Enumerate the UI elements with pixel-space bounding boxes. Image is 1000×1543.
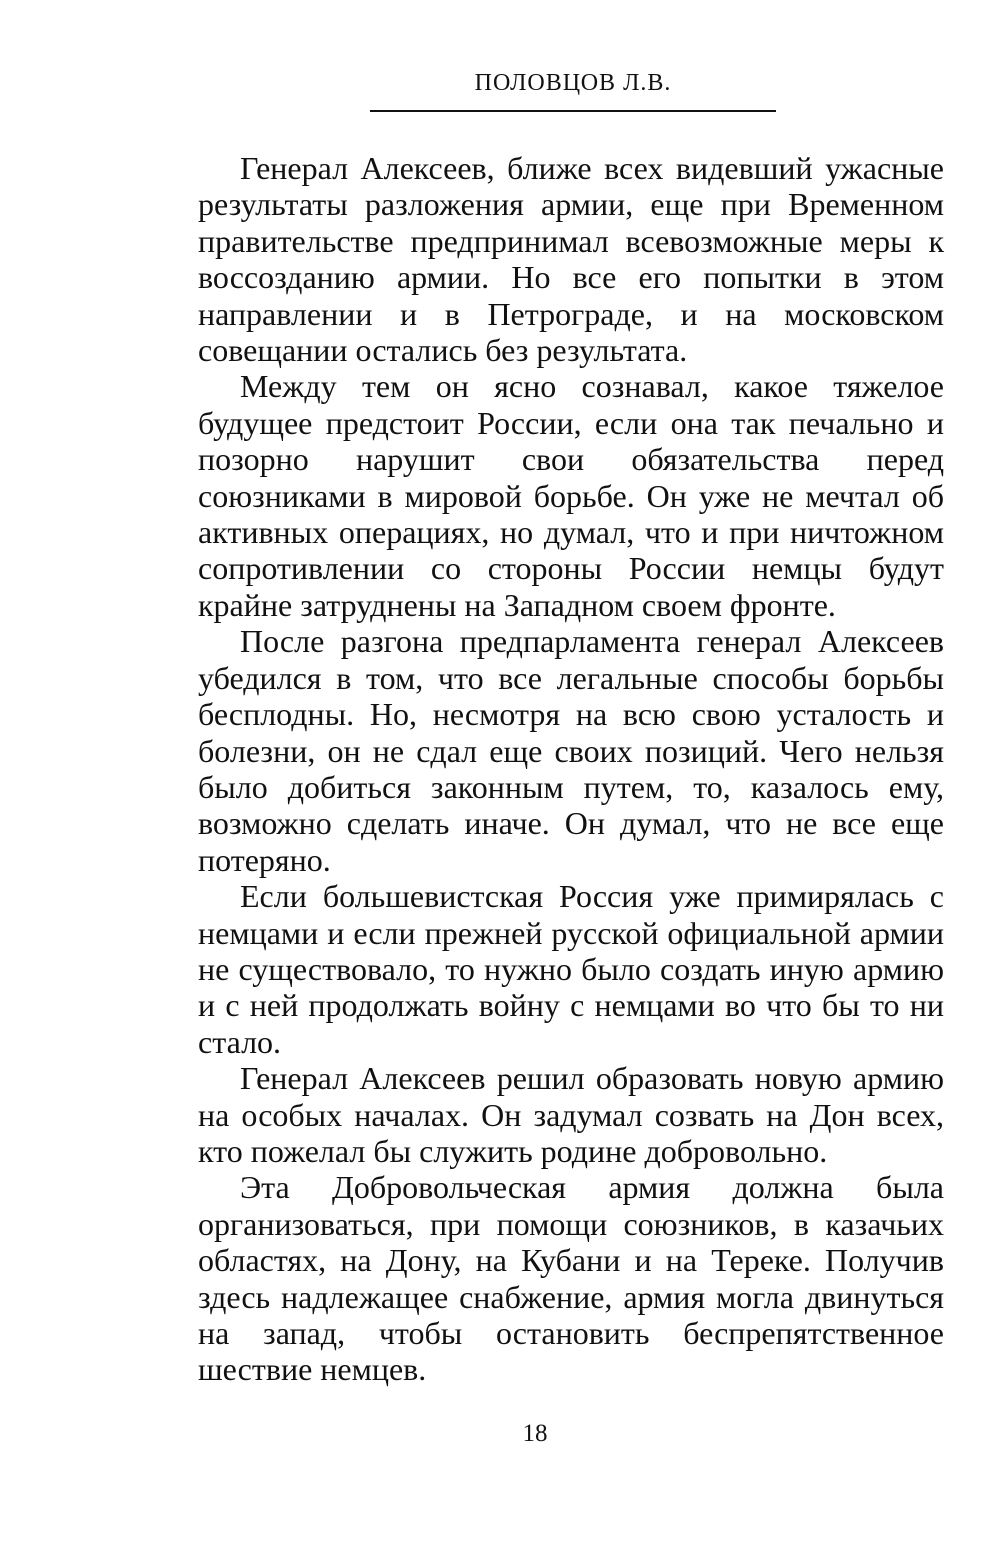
paragraph-2: Между тем он ясно сознавал, какое тяжелое будущее предстоит России, если она так печально и позорно нарушит свои обязательства перед союзниками в мировой борьбе. Он уже не мечтал об активных операциях, но думал, что и при ничтожном сопротивлении со стороны России немцы будут крайне затруднены на Западном своем фронте.	[198, 368, 944, 623]
page-number: 18	[522, 1420, 548, 1447]
header-rule	[370, 110, 776, 112]
paragraph-6: Эта Добровольческая армия должна была организоваться, при помощи союзников, в казачьих областях, на Дону, на Кубани и на Тереке. Получив здесь надлежащее снабжение, армия могла двинуться на запад, чтобы остановить беспрепятственное шествие немцев.	[198, 1169, 944, 1388]
running-head: ПОЛОВЦОВ Л.В.	[474, 70, 672, 96]
paragraph-3: После разгона предпарламента генерал Алексеев убедился в том, что все легальные способы борьбы бесплодны. Но, несмотря на всю свою усталость и болезни, он не сдал еще своих позиций. Чего нельзя было добиться законным путем, то, казалось ему, возможно сделать иначе. Он думал, что не все еще потеряно.	[198, 623, 944, 878]
paragraph-1: Генерал Алексеев, ближе всех видевший ужасные результаты разложения армии, еще при Временном правительстве предпринимал всевозможные меры к воссозданию армии. Но все его попытки в этом направлении и в Петрограде, и на московском совещании остались без результата.	[198, 150, 944, 369]
paragraph-5: Генерал Алексеев решил образовать новую армию на особых началах. Он задумал созвать на Дон всех, кто пожелал бы служить родине добровольно.	[198, 1060, 944, 1169]
body-text	[198, 150, 944, 1388]
paragraph-4: Если большевистская Россия уже примирялась с немцами и если прежней русской официальной армии не существовало, то нужно было создать иную армию и с ней продолжать войну с немцами во что бы то ни стало.	[198, 878, 944, 1060]
